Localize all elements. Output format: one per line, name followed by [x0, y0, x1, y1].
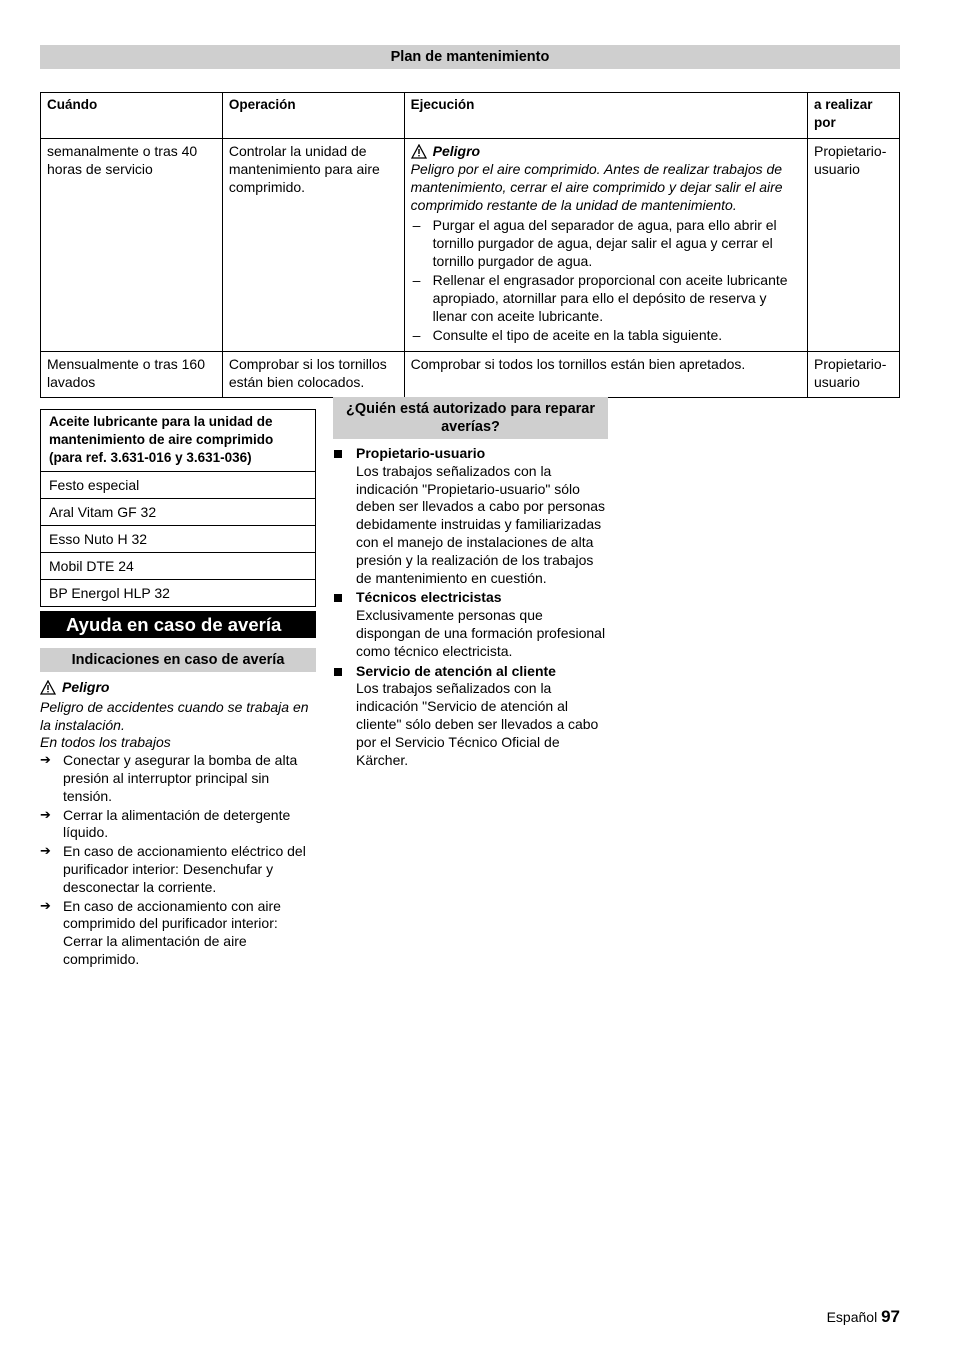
warning-heading	[40, 679, 318, 697]
all-work-label: En todos los trabajos	[40, 734, 171, 751]
column-header-by: a realizar por	[808, 93, 900, 139]
repair-roles	[333, 445, 608, 769]
cell-when: semanalmente o tras 40 horas de servicio	[41, 139, 223, 352]
square-bullet-icon	[334, 594, 342, 602]
fault-help-title: Ayuda en caso de avería	[40, 611, 316, 638]
execution-steps	[411, 216, 801, 344]
fault-indications-header: Indicaciones en caso de avería	[40, 648, 316, 672]
role-text: Exclusivamente personas que dispongan de una formación profesional como técnico electricista.	[356, 607, 606, 659]
oil-table-header: Aceite lubricante para la unidad de mantenimiento de aire comprimido (para ref. 3.631-016 y 3.631-036)	[41, 410, 316, 472]
cell-operation: Controlar la unidad de mantenimiento para aire comprimido.	[222, 139, 404, 352]
role-text: Los trabajos señalizados con la indicación "Propietario-usuario" sólo deben ser llevados a cabo por personas debidamente instruidas y familiarizadas con el manejo de instalaciones de alta presión y la realización de los trabajos de mantenimiento en cuestión.	[356, 462, 606, 586]
table-row	[41, 580, 316, 607]
warning-title: Peligro	[432, 143, 481, 159]
warning-triangle-icon	[40, 680, 56, 695]
role-text: Los trabajos señalizados con la indicación "Servicio de atención al cliente" sólo deben ser llevados a cabo por el Servicio Técnico Oficial de Kärcher.	[356, 680, 599, 768]
list-item: – Purgar el agua del separador de agua, para ello abrir el tornillo purgador de agua, dejar salir el agua y cerrar el tornillo purgador de agua.	[411, 216, 801, 270]
cell-by: Propietario-usuario	[808, 352, 900, 398]
table-row	[41, 526, 316, 553]
list-item: ➔ En caso de accionamiento con aire comprimido del purificador interior: Cerrar la alimentación de aire comprimido.	[40, 898, 318, 969]
square-bullet-icon	[334, 668, 342, 676]
table-row	[41, 352, 900, 398]
table-row	[41, 472, 316, 499]
oil-item: Esso Nuto H 32	[41, 526, 316, 553]
footer-language: Español	[826, 1309, 878, 1325]
warning-text: Peligro de accidentes cuando se trabaja en la instalación.	[40, 698, 309, 733]
list-item	[333, 589, 608, 660]
warning-title: Peligro	[62, 679, 110, 695]
repair-section-body	[333, 445, 608, 770]
list-item	[333, 663, 608, 770]
warning-text: Peligro por el aire comprimido. Antes de realizar trabajos de mantenimiento, cerrar el aire comprimido y dejar salir el aire comprimido restante de la unidad de mantenimiento.	[410, 161, 783, 213]
fault-steps	[40, 752, 318, 969]
cell-by: Propietario-usuario	[808, 139, 900, 352]
cell-execution: Comprobar si todos los tornillos están bien apretados.	[404, 352, 807, 398]
cell-execution	[404, 139, 807, 352]
table-header-row	[41, 93, 900, 139]
warning-triangle-icon	[411, 144, 427, 159]
list-item: ➔ Cerrar la alimentación de detergente líquido.	[40, 807, 318, 843]
column-header-operation: Operación	[222, 93, 404, 139]
list-item: ➔ En caso de accionamiento eléctrico del purificador interior: Desenchufar y desconectar la corriente.	[40, 843, 318, 896]
table-header-row	[41, 410, 316, 472]
table-row	[41, 553, 316, 580]
role-title: Servicio de atención al cliente	[356, 662, 556, 679]
role-title: Técnicos electricistas	[356, 589, 502, 606]
square-bullet-icon	[334, 450, 342, 458]
list-item: – Rellenar el engrasador proporcional con aceite lubricante apropiado, atornillar para ello el depósito de reserva y llenar con aceite lubricante.	[411, 271, 801, 325]
oil-item: Festo especial	[41, 472, 316, 499]
page-footer	[827, 1307, 900, 1327]
page-number: 97	[881, 1307, 900, 1326]
list-item: ➔ Conectar y asegurar la bomba de alta presión al interruptor principal sin tensión.	[40, 752, 318, 805]
maintenance-plan-header: Plan de mantenimiento	[40, 45, 900, 69]
oil-item: Aral Vitam GF 32	[41, 499, 316, 526]
table-row	[41, 139, 900, 352]
warning-heading	[411, 142, 801, 160]
maintenance-table	[40, 92, 900, 398]
list-item	[333, 445, 608, 587]
list-item: – Consulte el tipo de aceite en la tabla siguiente.	[411, 326, 801, 344]
oil-item: Mobil DTE 24	[41, 553, 316, 580]
cell-when: Mensualmente o tras 160 lavados	[41, 352, 223, 398]
role-title: Propietario-usuario	[356, 445, 486, 461]
cell-operation: Comprobar si los tornillos están bien colocados.	[222, 352, 404, 398]
column-header-when: Cuándo	[41, 93, 223, 139]
column-header-execution: Ejecución	[404, 93, 807, 139]
repair-authorization-header: ¿Quién está autorizado para reparar averías?	[333, 397, 608, 439]
lubricant-oil-table	[40, 409, 316, 607]
fault-section-body	[40, 679, 318, 970]
oil-item: BP Energol HLP 32	[41, 580, 316, 607]
table-row	[41, 499, 316, 526]
